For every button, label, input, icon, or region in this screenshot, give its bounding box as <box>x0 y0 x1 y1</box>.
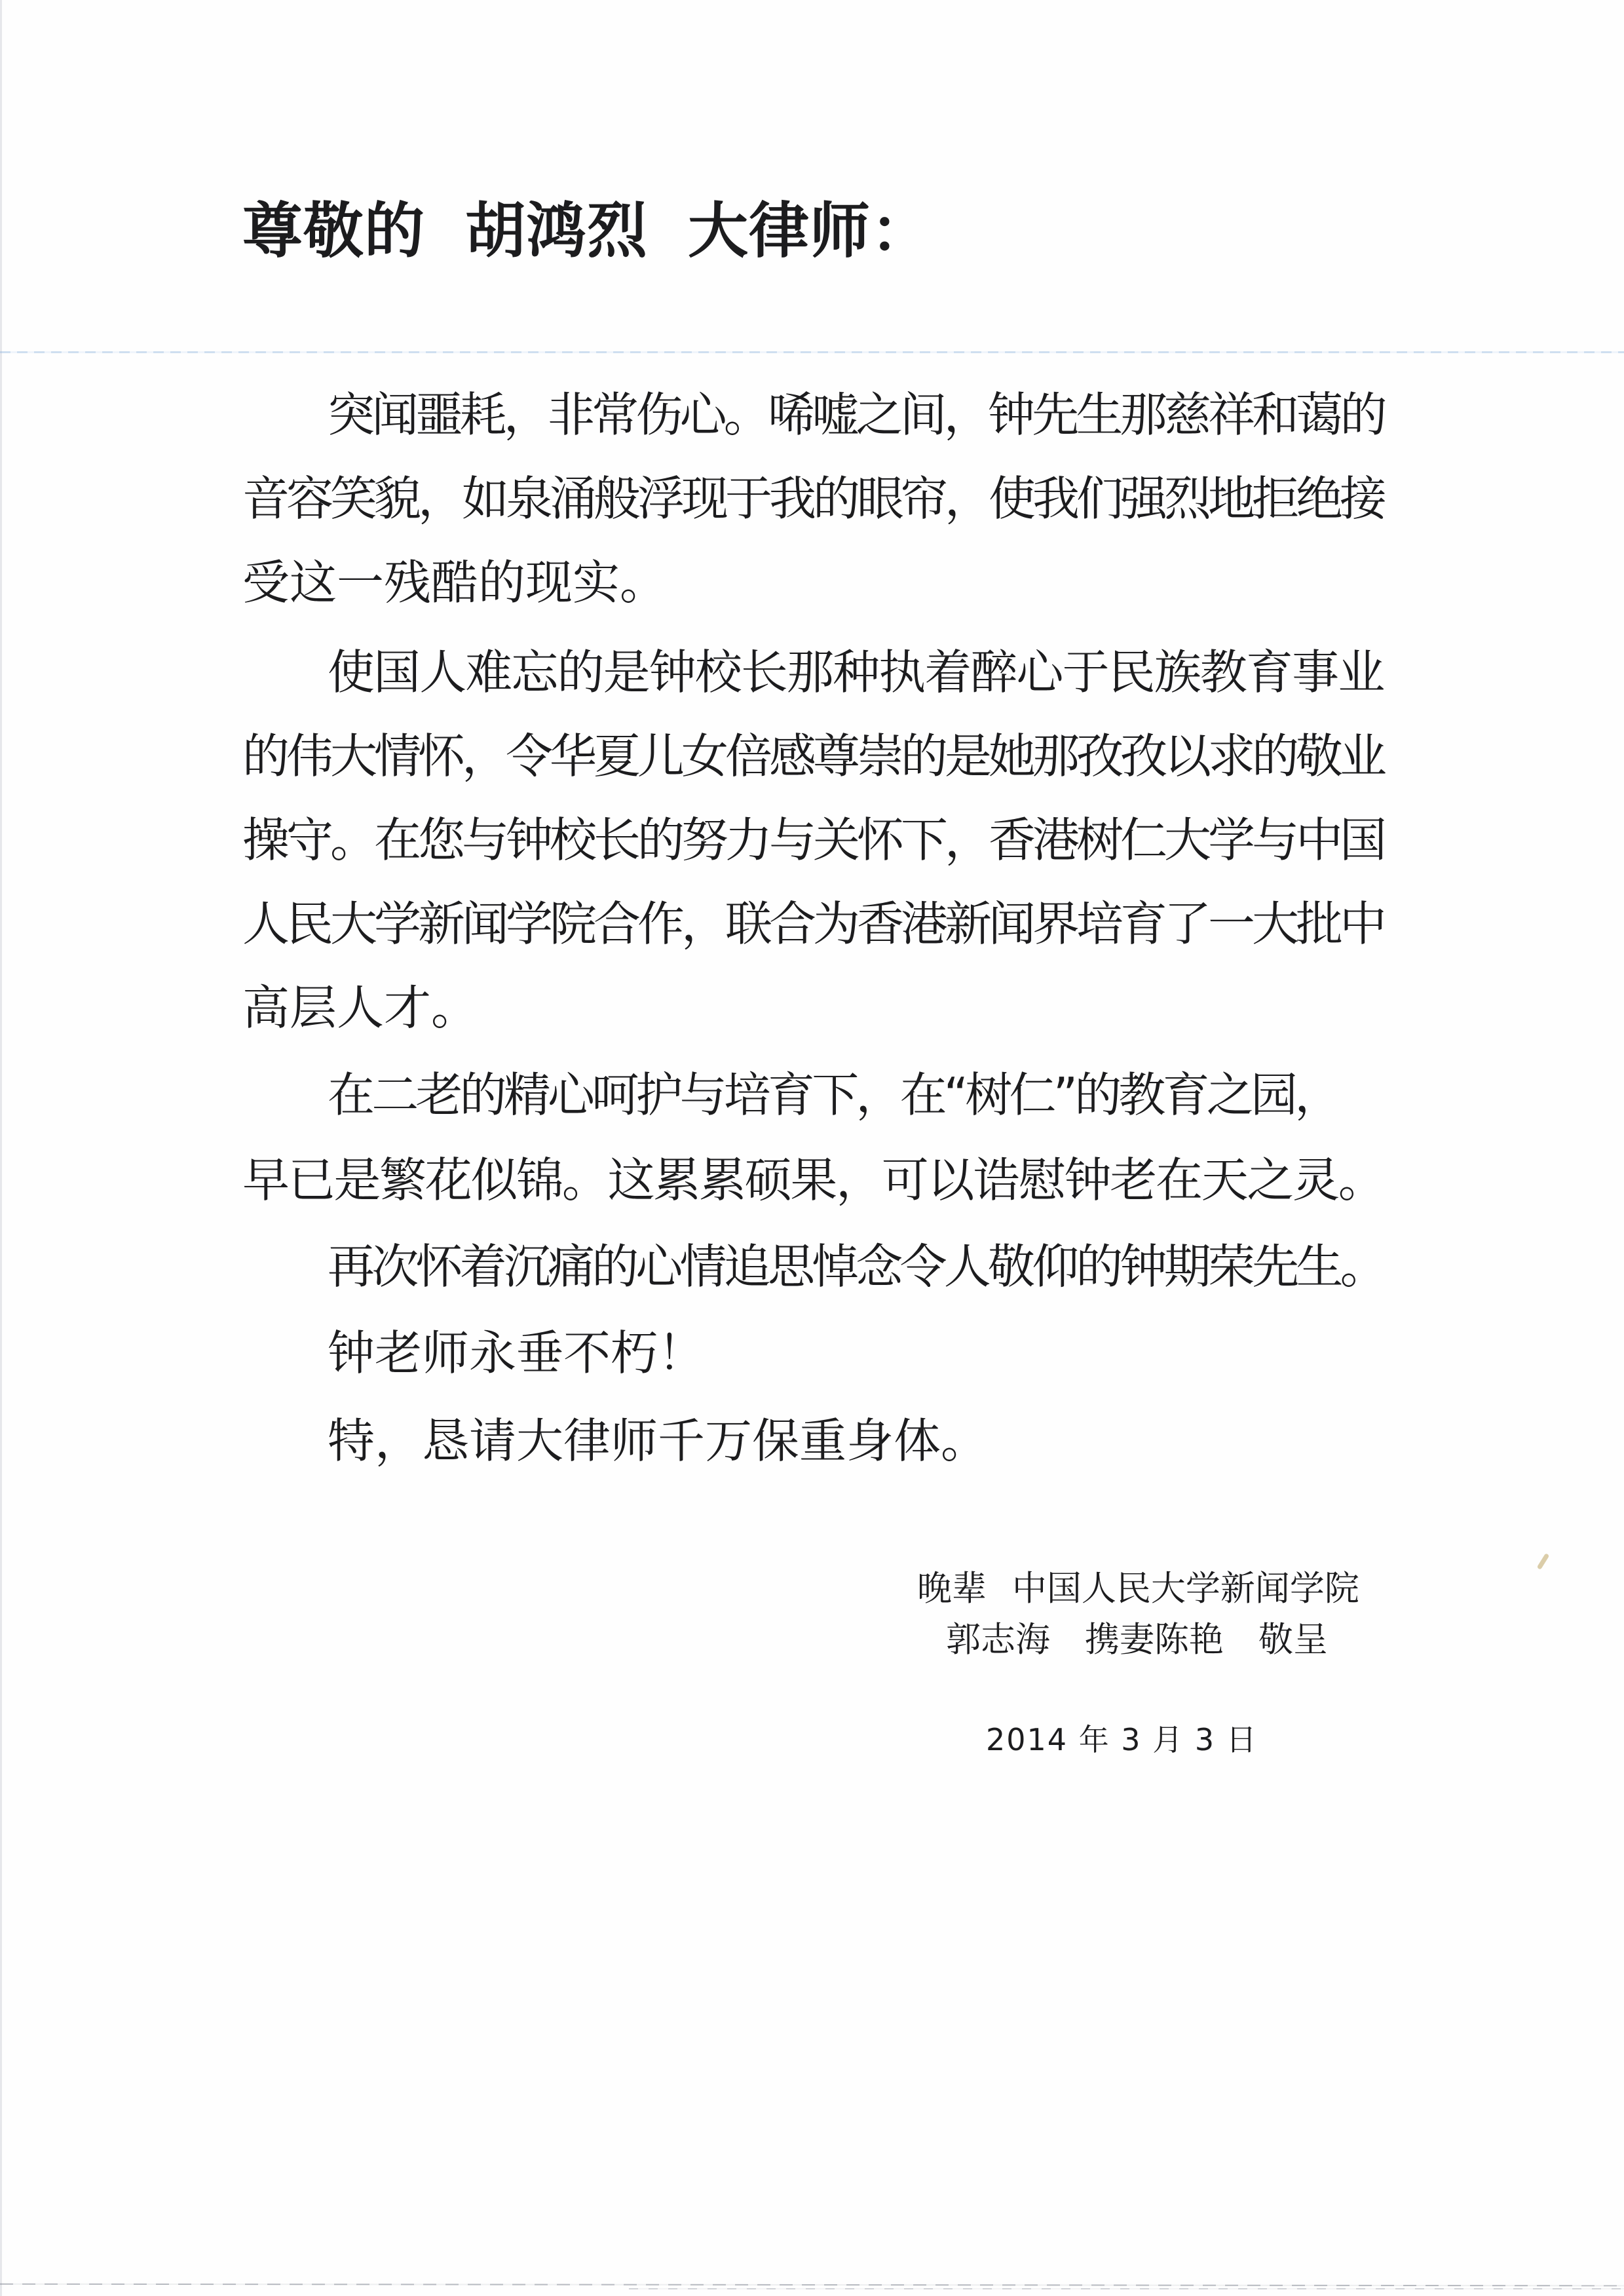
body-line: 受这一残酷的现实。 <box>242 555 668 610</box>
body-line: 高层人才。 <box>242 980 479 1035</box>
body-line: 再次怀着沉痛的心情追思悼念令人敬仰的钟期荣先生。 <box>328 1239 1384 1294</box>
scan-bottom-line-artifact <box>0 2284 1624 2287</box>
scan-separator-line <box>0 351 1624 353</box>
scan-left-edge-artifact <box>0 0 2 2296</box>
scan-bottom-line-artifact-2 <box>629 2288 1624 2289</box>
body-line: 人民大学新闻学院合作，联合为香港新闻界培育了一大批中 <box>242 896 1384 951</box>
signature-affiliation: 晚辈 中国人民大学新闻学院 <box>917 1569 1359 1609</box>
body-line: 突闻噩耗，非常伤心。唏嘘之间，钟先生那慈祥和蔼的 <box>328 387 1384 442</box>
body-line: 特，恳请大律师千万保重身体。 <box>328 1413 989 1468</box>
salutation: 尊敬的 胡鸿烈 大律师： <box>242 196 932 266</box>
body-line: 使国人难忘的是钟校长那种执着醉心于民族教育事业 <box>328 645 1384 700</box>
scan-smudge-artifact <box>1537 1553 1550 1570</box>
body-line: 操守。在您与钟校长的努力与关怀下，香港树仁大学与中国 <box>242 813 1384 868</box>
body-line: 钟老师永垂不朽！ <box>328 1326 706 1381</box>
body-line: 的伟大情怀，令华夏儿女倍感尊崇的是她那孜孜以求的敬业 <box>242 729 1384 784</box>
letter-date: 2014 年 3 月 3 日 <box>986 1722 1258 1757</box>
body-line: 早已是繁花似锦。这累累硕果，可以诰慰钟老在天之灵。 <box>242 1153 1384 1208</box>
body-line: 音容笑貌，如泉涌般浮现于我的眼帘，使我们强烈地拒绝接 <box>242 471 1384 526</box>
body-line: 在二老的精心呵护与培育下，在“树仁”的教育之园， <box>328 1067 1339 1122</box>
signature-names: 郭志海 携妻陈艳 敬呈 <box>946 1620 1328 1660</box>
